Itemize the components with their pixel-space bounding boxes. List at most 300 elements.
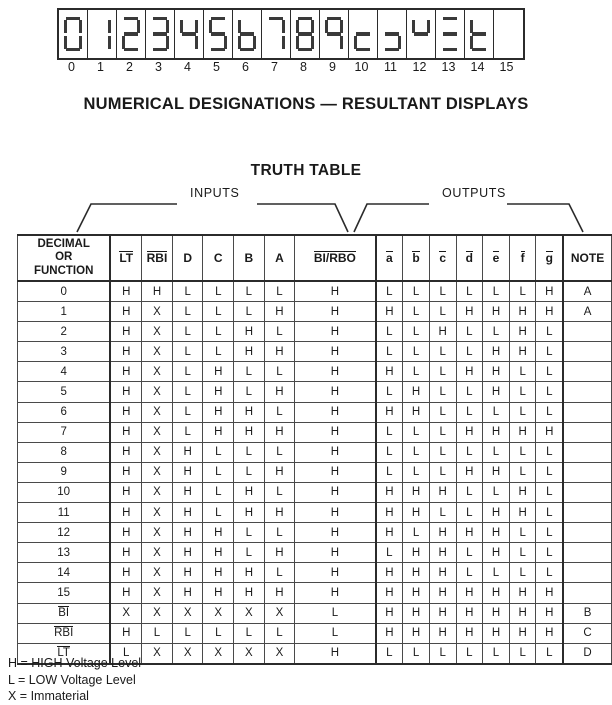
segment-f-icon (412, 20, 415, 33)
segment-e-icon (441, 36, 444, 49)
overline-label: g (545, 250, 553, 265)
cell-input: H (264, 422, 295, 442)
overline-label: f (520, 250, 525, 265)
segment-b-icon (224, 20, 227, 33)
cell-output: L (536, 442, 563, 462)
cell-input: X (142, 643, 173, 664)
segment-g-icon (95, 32, 109, 35)
cell-input: L (203, 503, 234, 523)
cell-input: H (234, 422, 265, 442)
segment-b-icon (514, 20, 517, 33)
cell-input: H (234, 563, 265, 583)
cell-output: H (376, 603, 403, 623)
cell-input: H (295, 442, 376, 462)
segment-d-icon (356, 48, 370, 51)
cell-output: L (429, 302, 456, 322)
cell-function (18, 603, 111, 623)
table-row (18, 563, 612, 583)
segment-g-icon (443, 32, 457, 35)
cell-input: H (234, 583, 265, 603)
header-input-b: B (234, 235, 265, 281)
cell-output: H (483, 302, 510, 322)
cell-output: H (456, 362, 483, 382)
table-row (18, 442, 612, 462)
segment-b-icon (166, 20, 169, 33)
cell-input: L (172, 322, 203, 342)
cell-output: H (403, 402, 430, 422)
header-function-lines (18, 238, 109, 279)
header-input-bi-rbo (295, 235, 376, 281)
segment-c-icon (398, 36, 401, 49)
cell-output: H (429, 322, 456, 342)
cell-input: H (110, 523, 141, 543)
cell-output: L (483, 281, 510, 302)
cell-input: H (142, 281, 173, 302)
segment-c-icon (137, 36, 140, 49)
segment-e-icon (180, 36, 183, 49)
table-row (18, 342, 612, 362)
segment-b-icon (311, 20, 314, 33)
cell-input: L (234, 523, 265, 543)
header-decimal-or-function (18, 235, 111, 281)
digit-index-label: 12 (412, 60, 427, 74)
cell-output: H (376, 362, 403, 382)
cell-output: H (483, 362, 510, 382)
header-output-d (456, 235, 483, 281)
cell-input: H (203, 362, 234, 382)
cell-input: L (172, 623, 203, 643)
cell-note (563, 503, 611, 523)
cell-output: H (403, 503, 430, 523)
cell-output: L (536, 402, 563, 422)
truth-table-title: TRUTH TABLE (250, 162, 362, 179)
cell-output: L (456, 442, 483, 462)
cell-output: H (376, 503, 403, 523)
cell-output: H (376, 402, 403, 422)
header-output-b (403, 235, 430, 281)
cell-function (18, 623, 111, 643)
cell-output: H (456, 623, 483, 643)
segment-d-icon (240, 48, 254, 51)
cell-output: H (509, 482, 536, 502)
cell-note (563, 482, 611, 502)
cell-input: H (295, 462, 376, 482)
cell-output: H (376, 482, 403, 502)
header-output-f (509, 235, 536, 281)
cell-output: H (429, 523, 456, 543)
segment-c-icon (253, 36, 256, 49)
cell-output: H (483, 523, 510, 543)
segment-f-icon (383, 20, 386, 33)
segment-d-icon (443, 48, 457, 51)
segment-c-icon (311, 36, 314, 49)
cell-note (563, 322, 611, 342)
cell-input: L (172, 302, 203, 322)
cell-output: L (429, 442, 456, 462)
cell-note: A (563, 281, 611, 302)
overline-label: LT (57, 647, 70, 660)
cell-output: L (483, 322, 510, 342)
cell-input: H (203, 382, 234, 402)
segment-e-icon (238, 36, 241, 49)
seven-segment-digit (262, 10, 291, 58)
cell-output: H (429, 563, 456, 583)
cell-output: H (536, 623, 563, 643)
cell-function: 15 (18, 583, 111, 603)
segment-f-icon (296, 20, 299, 33)
cell-input: L (234, 442, 265, 462)
segment-b-icon (369, 20, 372, 33)
segment-d-icon (501, 48, 515, 51)
cell-output: L (456, 322, 483, 342)
segment-e-icon (499, 36, 502, 49)
seven-segment-digit (233, 10, 262, 58)
digit-index-label: 5 (213, 60, 220, 74)
cell-function: 1 (18, 302, 111, 322)
header-input-d: D (172, 235, 203, 281)
cell-input: H (203, 402, 234, 422)
cell-note (563, 462, 611, 482)
cell-input: L (264, 442, 295, 462)
cell-input: L (172, 382, 203, 402)
cell-output: L (456, 503, 483, 523)
cell-input: L (203, 281, 234, 302)
cell-output: L (376, 462, 403, 482)
cell-output: H (456, 583, 483, 603)
header-output-c (429, 235, 456, 281)
cell-input: L (234, 281, 265, 302)
segment-g-icon (182, 32, 196, 35)
cell-input: X (142, 482, 173, 502)
segment-e-icon (325, 36, 328, 49)
segment-e-icon (354, 36, 357, 49)
seven-segment-digit (291, 10, 320, 58)
cell-output: H (483, 583, 510, 603)
cell-output: L (376, 322, 403, 342)
cell-output: H (509, 422, 536, 442)
segment-d-icon (414, 48, 428, 51)
cell-output: L (509, 462, 536, 482)
digit-index-label: 6 (242, 60, 249, 74)
cell-input: L (295, 623, 376, 643)
cell-input: H (203, 563, 234, 583)
cell-input: H (110, 563, 141, 583)
seven-segment-display-strip (57, 8, 525, 60)
group-label-inputs: INPUTS (185, 186, 244, 200)
digit-index-label: 2 (126, 60, 133, 74)
segment-c-icon (166, 36, 169, 49)
cell-output: L (403, 342, 430, 362)
cell-input: H (110, 462, 141, 482)
segment-d-icon (66, 48, 80, 51)
cell-note (563, 382, 611, 402)
seven-segment-digit (465, 10, 494, 58)
segment-f-icon (499, 20, 502, 33)
cell-input: H (110, 362, 141, 382)
cell-output: L (429, 281, 456, 302)
cell-output: L (509, 362, 536, 382)
segment-g-icon (153, 32, 167, 35)
header-line: OR (55, 251, 73, 264)
cell-input: H (295, 543, 376, 563)
cell-input: H (234, 322, 265, 342)
seven-segment-digit (407, 10, 436, 58)
segment-b-icon (340, 20, 343, 33)
table-row (18, 322, 612, 342)
cell-note (563, 442, 611, 462)
cell-input: X (142, 523, 173, 543)
segment-c-icon (195, 36, 198, 49)
cell-output: L (483, 563, 510, 583)
cell-input: X (142, 322, 173, 342)
segment-g-icon (66, 32, 80, 35)
cell-function: 4 (18, 362, 111, 382)
cell-output: H (483, 503, 510, 523)
cell-function: 14 (18, 563, 111, 583)
cell-output: L (536, 543, 563, 563)
segment-d-icon (153, 48, 167, 51)
segment-b-icon (398, 20, 401, 33)
cell-output: L (536, 362, 563, 382)
segment-g-icon (501, 32, 515, 35)
cell-input: L (203, 462, 234, 482)
cell-output: H (403, 603, 430, 623)
legend-line: X = Immaterial (8, 689, 89, 703)
seven-segment-digit (320, 10, 349, 58)
cell-input: X (142, 563, 173, 583)
seven-segment-digit (59, 10, 88, 58)
table-row (18, 482, 612, 502)
cell-output: H (509, 503, 536, 523)
segment-g-icon (327, 32, 341, 35)
cell-output: L (536, 563, 563, 583)
segment-g-icon (356, 32, 370, 35)
cell-input: X (203, 643, 234, 664)
cell-input: X (172, 643, 203, 664)
table-row (18, 362, 612, 382)
digit-index-label: 13 (441, 60, 456, 74)
cell-output: H (509, 322, 536, 342)
cell-input: L (172, 422, 203, 442)
digit-index-label: 0 (68, 60, 75, 74)
header-input-a: A (264, 235, 295, 281)
segment-c-icon (340, 36, 343, 49)
cell-output: L (483, 442, 510, 462)
cell-input: L (264, 362, 295, 382)
segment-g-icon (385, 32, 399, 35)
cell-input: H (264, 382, 295, 402)
table-row (18, 382, 612, 402)
cell-input: L (142, 623, 173, 643)
cell-input: L (234, 623, 265, 643)
cell-input: H (110, 543, 141, 563)
group-label-outputs: OUTPUTS (437, 186, 511, 200)
segment-c-icon (108, 36, 111, 49)
cell-output: H (536, 583, 563, 603)
cell-input: H (295, 402, 376, 422)
segment-f-icon (122, 20, 125, 33)
segment-e-icon (93, 36, 96, 49)
cell-output: H (429, 603, 456, 623)
cell-output: H (536, 422, 563, 442)
cell-input: H (264, 302, 295, 322)
cell-output: L (536, 643, 563, 664)
segment-d-icon (327, 48, 341, 51)
segment-b-icon (282, 20, 285, 33)
cell-note (563, 583, 611, 603)
segment-d-icon (472, 48, 486, 51)
cell-input: H (264, 342, 295, 362)
table-row (18, 583, 612, 603)
cell-output: H (403, 382, 430, 402)
cell-input: H (110, 503, 141, 523)
overline-label: d (465, 250, 473, 265)
cell-output: L (536, 462, 563, 482)
cell-output: H (376, 523, 403, 543)
cell-input: H (110, 302, 141, 322)
cell-input: L (264, 281, 295, 302)
cell-input: X (142, 382, 173, 402)
header-input-c: C (203, 235, 234, 281)
cell-input: X (234, 603, 265, 623)
cell-output: H (483, 382, 510, 402)
cell-output: L (456, 563, 483, 583)
cell-input: H (110, 442, 141, 462)
cell-input: H (110, 623, 141, 643)
cell-input: L (110, 643, 141, 664)
cell-input: X (142, 362, 173, 382)
seven-segment-digit (117, 10, 146, 58)
segment-g-icon (124, 32, 138, 35)
segment-f-icon (209, 20, 212, 33)
page-title: NUMERICAL DESIGNATIONS — RESULTANT DISPLAYS (83, 95, 529, 113)
table-row (18, 422, 612, 442)
cell-input: H (295, 482, 376, 502)
cell-input: X (142, 302, 173, 322)
cell-input: H (110, 342, 141, 362)
seven-segment-digit (436, 10, 465, 58)
cell-output: H (403, 543, 430, 563)
cell-input: L (203, 482, 234, 502)
cell-output: H (429, 623, 456, 643)
segment-b-icon (79, 20, 82, 33)
cell-output: H (376, 583, 403, 603)
segment-e-icon (122, 36, 125, 49)
cell-output: L (509, 643, 536, 664)
cell-output: H (376, 563, 403, 583)
seven-segment-index-row (57, 60, 521, 74)
table-header-row (18, 235, 612, 281)
cell-output: L (536, 503, 563, 523)
cell-output: H (536, 603, 563, 623)
cell-output: L (536, 322, 563, 342)
column-group-brackets (17, 188, 595, 234)
cell-output: L (456, 382, 483, 402)
cell-output: L (376, 442, 403, 462)
cell-input: L (203, 302, 234, 322)
cell-function: 10 (18, 482, 111, 502)
segment-f-icon (151, 20, 154, 33)
cell-note (563, 563, 611, 583)
cell-input: H (234, 503, 265, 523)
cell-output: L (429, 382, 456, 402)
cell-input: H (203, 422, 234, 442)
table-row (18, 281, 612, 302)
header-output-g (536, 235, 563, 281)
cell-input: H (172, 523, 203, 543)
cell-output: L (429, 503, 456, 523)
cell-output: L (429, 402, 456, 422)
cell-output: L (483, 643, 510, 664)
cell-input: H (110, 382, 141, 402)
cell-output: L (456, 543, 483, 563)
cell-input: L (264, 563, 295, 583)
overline-label: RBI (146, 250, 168, 265)
segment-f-icon (470, 20, 473, 33)
cell-output: L (456, 482, 483, 502)
segment-b-icon (195, 20, 198, 33)
segment-g-icon (472, 32, 486, 35)
cell-input: X (234, 643, 265, 664)
truth-table (17, 234, 612, 665)
segment-f-icon (64, 20, 67, 33)
cell-output: L (509, 402, 536, 422)
segment-f-icon (93, 20, 96, 33)
cell-output: L (429, 422, 456, 442)
cell-output: L (509, 382, 536, 402)
cell-output: L (429, 462, 456, 482)
segment-g-icon (269, 32, 283, 35)
segment-c-icon (282, 36, 285, 49)
header-line: FUNCTION (33, 264, 94, 277)
cell-input: H (203, 583, 234, 603)
cell-input: X (264, 603, 295, 623)
seven-segment-digit (146, 10, 175, 58)
table-row (18, 603, 612, 623)
segment-d-icon (298, 48, 312, 51)
cell-output: H (483, 342, 510, 362)
cell-input: H (110, 482, 141, 502)
header-output-a (376, 235, 403, 281)
cell-note (563, 362, 611, 382)
table-row (18, 302, 612, 322)
cell-input: H (295, 523, 376, 543)
cell-output: H (483, 623, 510, 643)
segment-g-icon (211, 32, 225, 35)
cell-function: 2 (18, 322, 111, 342)
cell-input: L (264, 322, 295, 342)
cell-input: L (234, 302, 265, 322)
seven-segment-digit (204, 10, 233, 58)
cell-note (563, 523, 611, 543)
cell-output: L (509, 281, 536, 302)
cell-output: H (403, 623, 430, 643)
cell-output: H (376, 302, 403, 322)
cell-note: C (563, 623, 611, 643)
cell-input: X (172, 603, 203, 623)
cell-input: H (172, 563, 203, 583)
cell-input: H (234, 342, 265, 362)
cell-input: H (295, 382, 376, 402)
cell-input: H (110, 583, 141, 603)
table-row (18, 543, 612, 563)
cell-output: L (509, 523, 536, 543)
cell-output: L (376, 543, 403, 563)
segment-c-icon (514, 36, 517, 49)
segment-d-icon (385, 48, 399, 51)
segment-b-icon (108, 20, 111, 33)
segment-g-icon (240, 32, 254, 35)
